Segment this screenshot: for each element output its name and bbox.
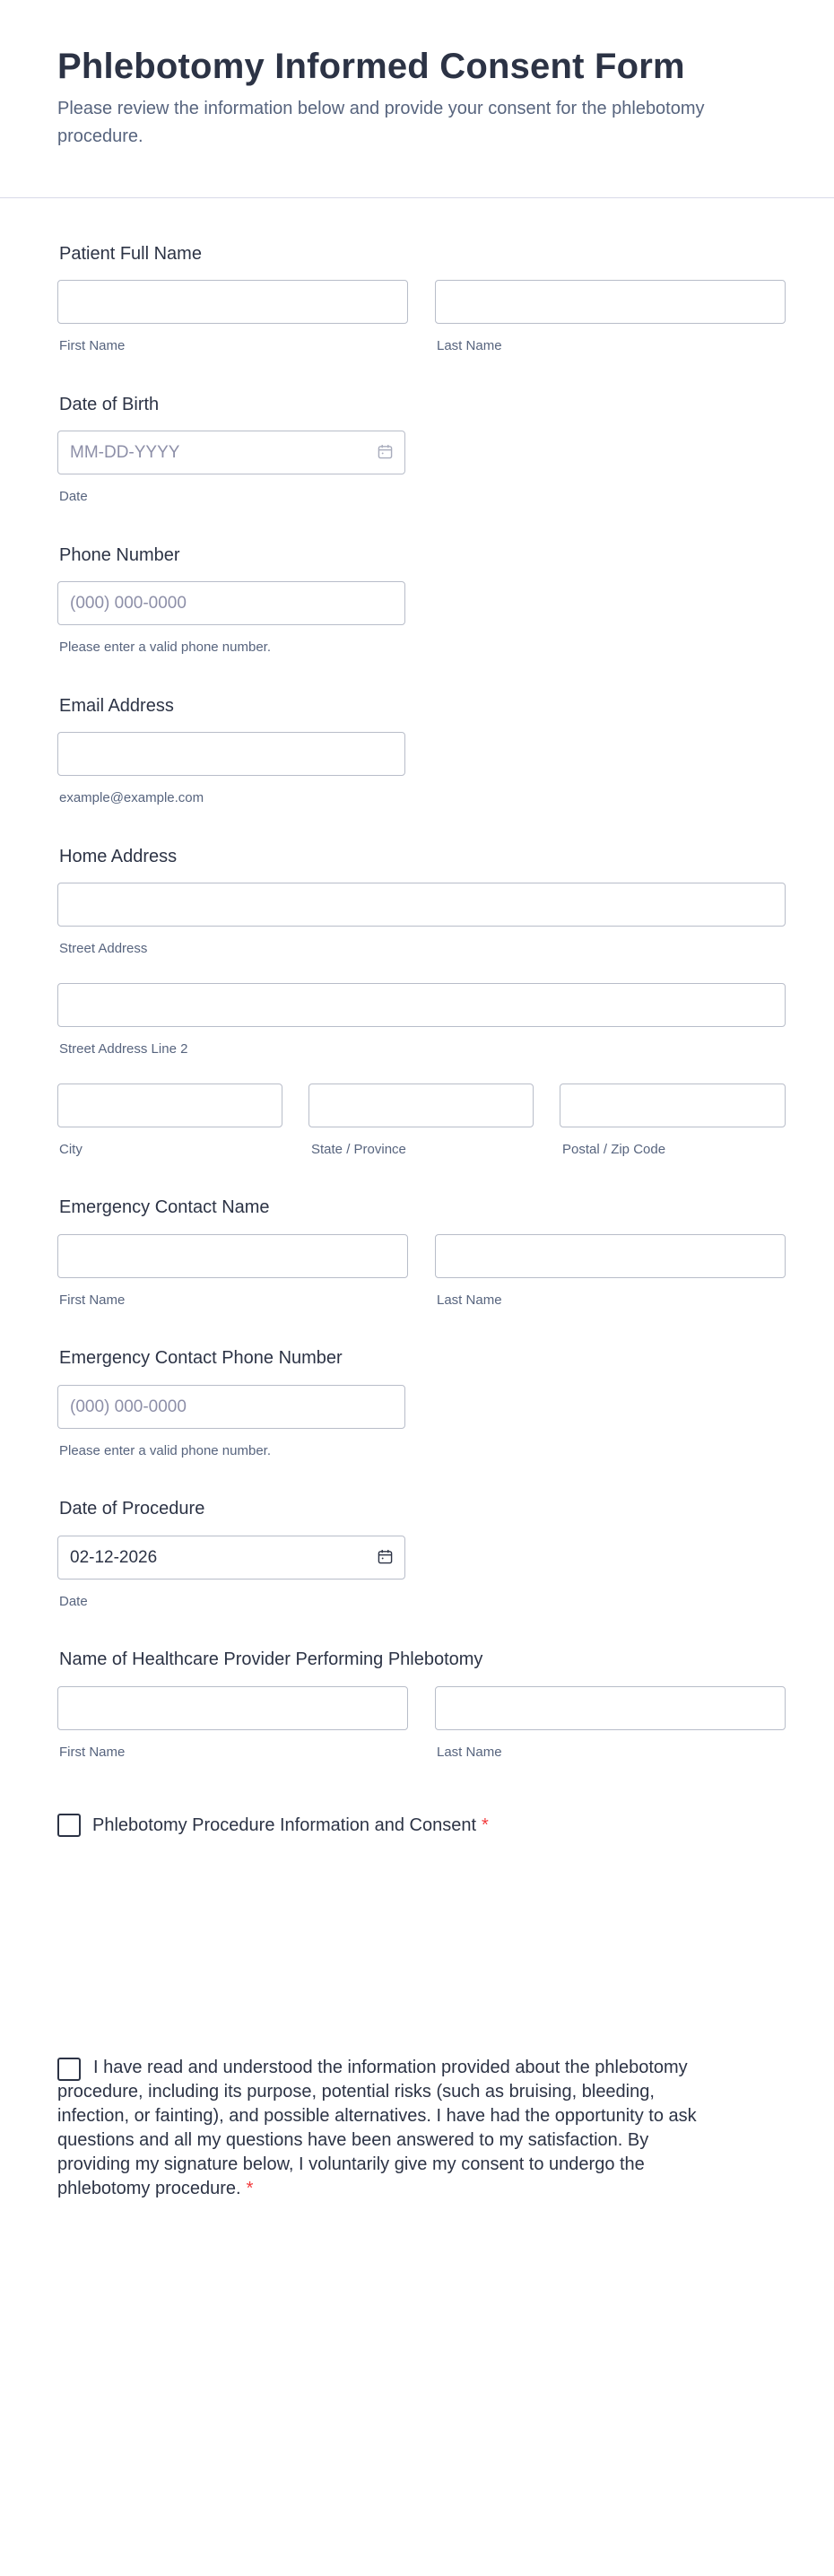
final-consent-text: I have read and understood the information provided about the phlebotomy procedure, including its purpose, potential risks (such as bruising, bleeding, infection, or fainting), and possible alternatives. I have had the opportunity to ask questions and all my questions have been answered to my satisfaction. By providing my signature below, I voluntarily give my consent to undergo the phlebotomy procedure. xyxy=(57,2058,697,2198)
provider-last-name-input[interactable] xyxy=(435,1686,786,1730)
state-input[interactable] xyxy=(308,1083,534,1127)
provider-first-name-input[interactable] xyxy=(57,1686,408,1730)
emergency-phone-input[interactable] xyxy=(57,1385,405,1429)
email-label: Email Address xyxy=(59,696,174,716)
provider-name-label: Name of Healthcare Provider Performing Phlebotomy xyxy=(59,1649,483,1669)
emergency-first-name-input[interactable] xyxy=(57,1234,408,1278)
zip-input[interactable] xyxy=(560,1083,786,1127)
patient-last-name-input[interactable] xyxy=(435,280,786,324)
emergency-phone-sublabel: Please enter a valid phone number. xyxy=(59,1443,271,1458)
dob-input[interactable] xyxy=(57,431,405,474)
provider-last-name-sublabel: Last Name xyxy=(437,1745,502,1760)
phone-sublabel: Please enter a valid phone number. xyxy=(59,640,271,655)
emergency-last-name-input[interactable] xyxy=(435,1234,786,1278)
patient-name-label: Patient Full Name xyxy=(59,244,202,264)
required-mark: * xyxy=(482,1815,489,1835)
street-address-sublabel: Street Address xyxy=(59,941,148,956)
emergency-phone-label: Emergency Contact Phone Number xyxy=(59,1348,343,1368)
city-sublabel: City xyxy=(59,1142,83,1157)
procedure-date-label: Date of Procedure xyxy=(59,1499,205,1519)
procedure-date-field xyxy=(57,1536,405,1580)
procedure-consent-checkbox[interactable] xyxy=(57,1814,81,1837)
page-subtitle: Please review the information below and provide your consent for the phlebotomy procedure. xyxy=(57,99,705,146)
street-address-input[interactable] xyxy=(57,883,786,927)
procedure-consent-label-text: Phlebotomy Procedure Information and Consent xyxy=(92,1815,477,1835)
procedure-date-sublabel: Date xyxy=(59,1594,88,1609)
provider-first-name-sublabel: First Name xyxy=(59,1745,126,1760)
procedure-consent-label[interactable] xyxy=(92,1814,489,1838)
email-sublabel: example@example.com xyxy=(59,790,204,805)
emergency-name-label: Emergency Contact Name xyxy=(59,1197,270,1217)
city-input[interactable] xyxy=(57,1083,282,1127)
patient-first-name-input[interactable] xyxy=(57,280,408,324)
form-header xyxy=(0,0,834,198)
street-address-line2-sublabel: Street Address Line 2 xyxy=(59,1041,188,1057)
address-label: Home Address xyxy=(59,847,178,866)
emergency-first-name-sublabel: First Name xyxy=(59,1292,126,1308)
email-input[interactable] xyxy=(57,732,405,776)
calendar-icon[interactable] xyxy=(378,444,393,459)
street-address-line2-input[interactable] xyxy=(57,983,786,1027)
dob-label: Date of Birth xyxy=(59,395,160,414)
emergency-last-name-sublabel: Last Name xyxy=(437,1292,502,1308)
dob-sublabel: Date xyxy=(59,489,88,504)
dob-field xyxy=(57,431,405,474)
zip-sublabel: Postal / Zip Code xyxy=(562,1142,666,1157)
final-consent-label[interactable] xyxy=(57,2056,703,2201)
procedure-date-input[interactable] xyxy=(57,1536,405,1580)
page-title: Phlebotomy Informed Consent Form xyxy=(57,47,685,86)
patient-last-name-sublabel: Last Name xyxy=(437,338,502,353)
required-mark: * xyxy=(246,2179,254,2198)
calendar-icon[interactable] xyxy=(378,1549,393,1564)
phone-input[interactable] xyxy=(57,581,405,625)
state-sublabel: State / Province xyxy=(311,1142,406,1157)
phone-label: Phone Number xyxy=(59,545,180,565)
patient-first-name-sublabel: First Name xyxy=(59,338,126,353)
